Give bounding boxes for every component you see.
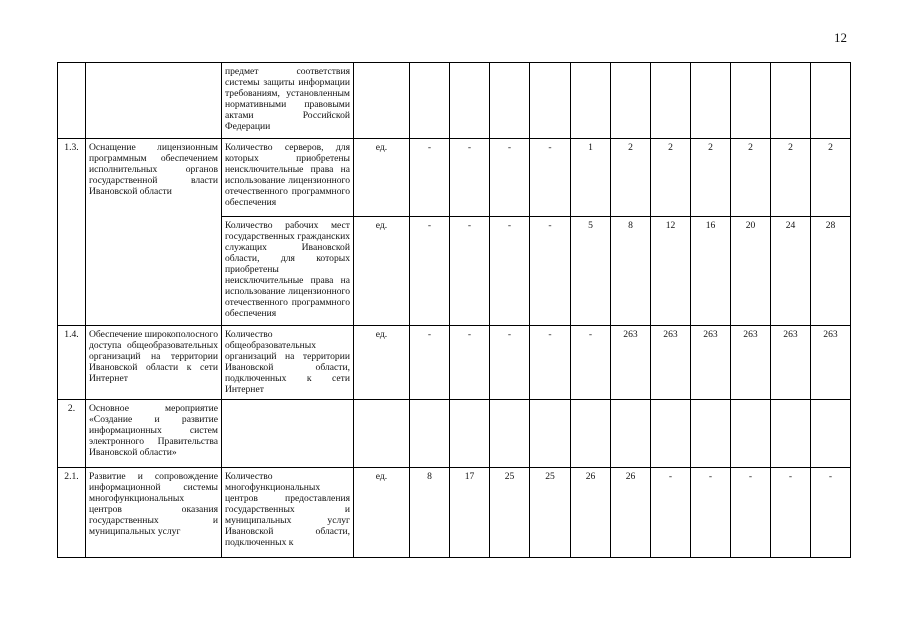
measure-name: Развитие и сопровождение информационной системы многофункциональных центров оказания государственных и муниципальных услуг [86, 468, 222, 558]
row-number [58, 63, 86, 139]
row-number: 2. [58, 400, 86, 468]
value-cell [410, 400, 450, 468]
value-cell: 25 [530, 468, 571, 558]
measure-name: Основное мероприятие «Создание и развитие информационных систем электронного Правительства Ивановской области» [86, 400, 222, 468]
row-number: 1.3. [58, 139, 86, 326]
value-cell [450, 400, 490, 468]
indicator-text: Количество многофункциональных центров предоставления государственных и муниципальных услуг Ивановской области, подключенных к [222, 468, 354, 558]
value-cell: 2 [611, 139, 651, 217]
value-cell: 26 [571, 468, 611, 558]
value-cell [691, 400, 731, 468]
value-cell: - [490, 326, 530, 400]
unit-cell: ед. [354, 326, 410, 400]
value-cell: - [651, 468, 691, 558]
unit-cell [354, 63, 410, 139]
value-cell: 263 [691, 326, 731, 400]
value-cell [410, 63, 450, 139]
unit-cell: ед. [354, 217, 410, 326]
value-cell: 26 [611, 468, 651, 558]
value-cell: 17 [450, 468, 490, 558]
value-cell: - [450, 217, 490, 326]
value-cell: - [410, 217, 450, 326]
page-number: 12 [834, 30, 847, 45]
value-cell: - [490, 217, 530, 326]
value-cell: 8 [410, 468, 450, 558]
value-cell [490, 400, 530, 468]
value-cell: - [771, 468, 811, 558]
value-cell: 2 [771, 139, 811, 217]
table-row [58, 63, 851, 139]
value-cell: 5 [571, 217, 611, 326]
value-cell: - [450, 326, 490, 400]
value-cell: 263 [811, 326, 851, 400]
measure-name: Обеспечение широкополосного доступа общеобразовательных организаций на территории Ивановской области к сети Интернет [86, 326, 222, 400]
value-cell [731, 400, 771, 468]
value-cell [651, 400, 691, 468]
value-cell: - [410, 139, 450, 217]
value-cell [611, 400, 651, 468]
value-cell [691, 63, 731, 139]
value-cell: - [410, 326, 450, 400]
value-cell: 2 [691, 139, 731, 217]
value-cell: - [530, 326, 571, 400]
value-cell: 263 [651, 326, 691, 400]
value-cell: 28 [811, 217, 851, 326]
value-cell [771, 63, 811, 139]
value-cell: - [571, 326, 611, 400]
value-cell: 24 [771, 217, 811, 326]
value-cell: 2 [731, 139, 771, 217]
value-cell: 263 [731, 326, 771, 400]
value-cell: - [811, 468, 851, 558]
value-cell: 25 [490, 468, 530, 558]
value-cell [811, 63, 851, 139]
value-cell: 20 [731, 217, 771, 326]
value-cell: 12 [651, 217, 691, 326]
value-cell [530, 63, 571, 139]
value-cell: 263 [611, 326, 651, 400]
value-cell [611, 63, 651, 139]
value-cell [571, 400, 611, 468]
value-cell [490, 63, 530, 139]
table-row [58, 326, 851, 400]
value-cell [771, 400, 811, 468]
unit-cell [354, 400, 410, 468]
value-cell [571, 63, 611, 139]
indicator-text [222, 400, 354, 468]
value-cell: - [450, 139, 490, 217]
table-row [58, 468, 851, 558]
row-number: 1.4. [58, 326, 86, 400]
measure-name: Оснащение лицензионным программным обеспечением исполнительных органов государственной власти Ивановской области [86, 139, 222, 326]
value-cell: - [530, 139, 571, 217]
value-cell: 8 [611, 217, 651, 326]
value-cell [651, 63, 691, 139]
value-cell: - [691, 468, 731, 558]
indicator-text: предмет соответствия системы защиты информации требованиям, установленным нормативными правовыми актами Российской Федерации [222, 63, 354, 139]
unit-cell: ед. [354, 139, 410, 217]
value-cell [450, 63, 490, 139]
table-row [58, 139, 851, 217]
value-cell [811, 400, 851, 468]
value-cell [530, 400, 571, 468]
indicator-text: Количество рабочих мест государственных гражданских служащих Ивановской области, для которых приобретены неисключительные права на использование лицензионного отечественного программного обеспечения [222, 217, 354, 326]
value-cell: 1 [571, 139, 611, 217]
value-cell [731, 63, 771, 139]
measure-name [86, 63, 222, 139]
value-cell: 263 [771, 326, 811, 400]
indicator-text: Количество серверов, для которых приобретены неисключительные права на использование лицензионного отечественного программного обеспечения [222, 139, 354, 217]
indicator-text: Количество общеобразовательных организаций на территории Ивановской области, подключенных к сети Интернет [222, 326, 354, 400]
value-cell: 16 [691, 217, 731, 326]
value-cell: - [490, 139, 530, 217]
table-row [58, 400, 851, 468]
value-cell: 2 [811, 139, 851, 217]
row-number: 2.1. [58, 468, 86, 558]
indicators-table [57, 62, 851, 558]
value-cell: - [731, 468, 771, 558]
unit-cell: ед. [354, 468, 410, 558]
value-cell: 2 [651, 139, 691, 217]
value-cell: - [530, 217, 571, 326]
